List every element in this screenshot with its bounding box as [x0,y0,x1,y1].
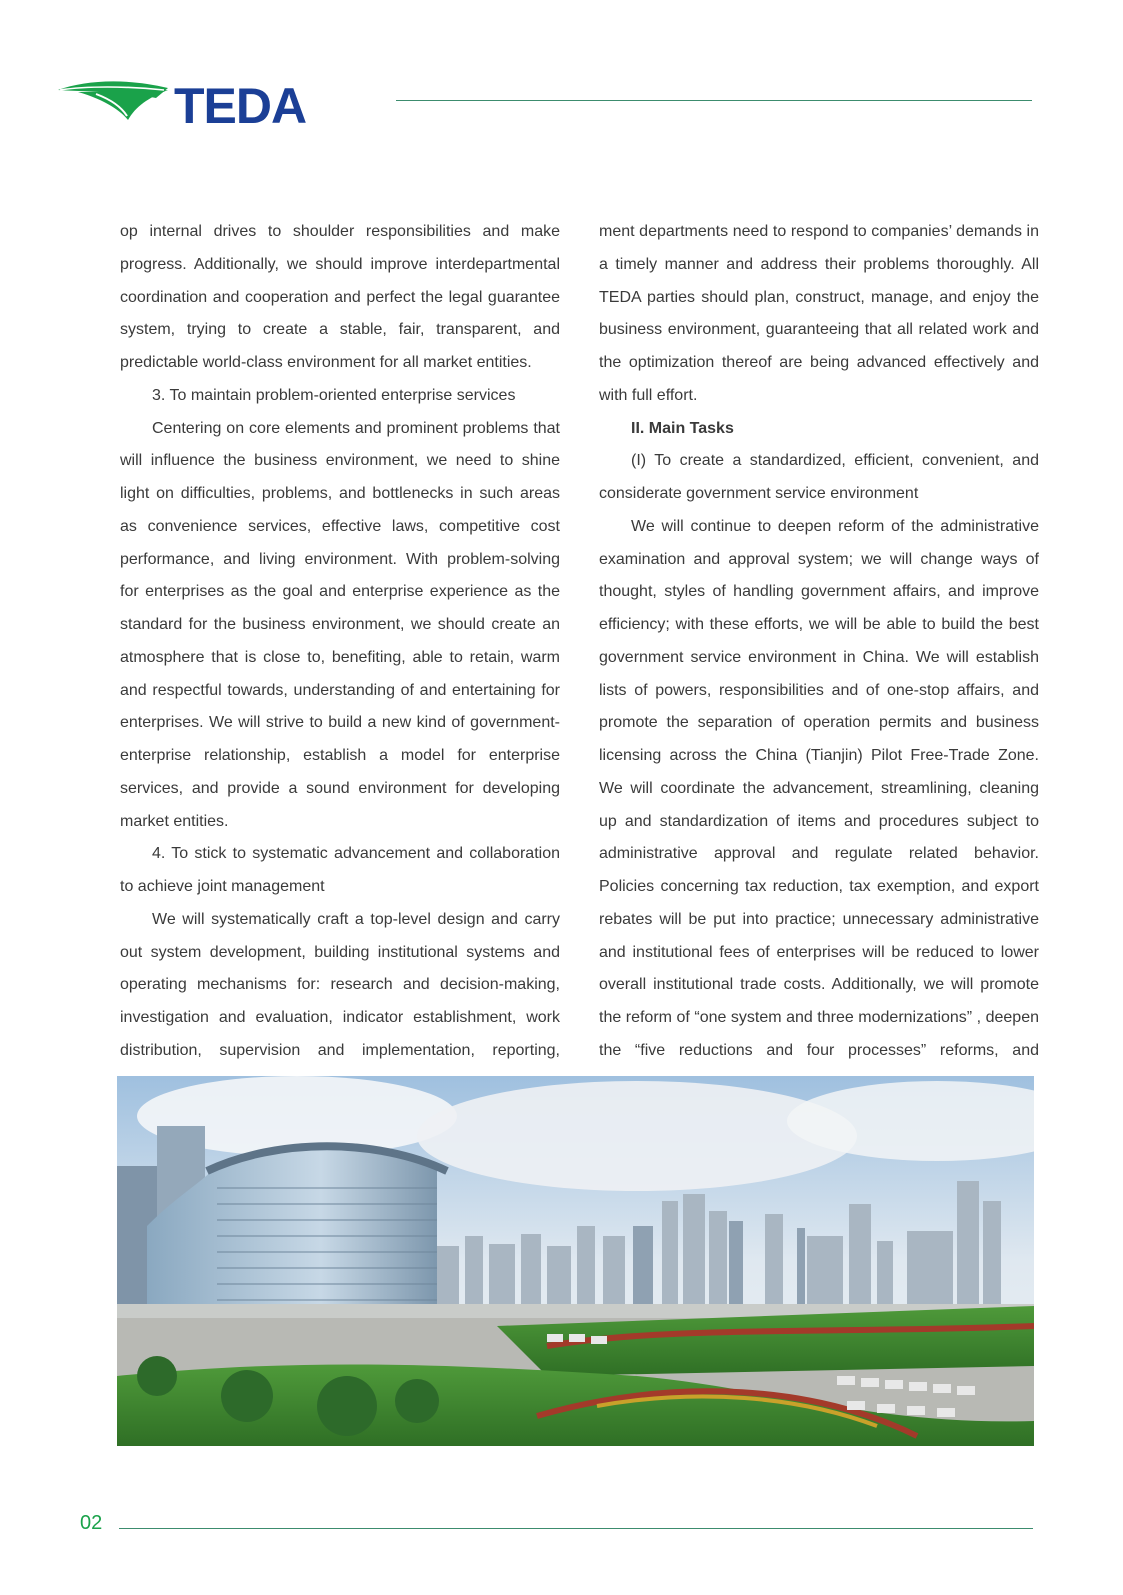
body-paragraph: op internal drives to shoulder responsibilities and make progress. Additionally, we should improve interdepartmental coordination and cooperation and perfect the legal guarantee system, trying to create a stable, fair, transparent, and predictable world-class environment for all market entities. [120,223,560,371]
body-paragraph: Centering on core elements and prominent problems that will influence the business environment, we need to shine light on difficulties, problems, and bottlenecks in such areas as convenience services, effective laws, competitive cost performance, and living environment. With problem-solving for enterprises as the goal and enterprise experience as the standard for the business environment, we should create an atmosphere that is close to, benefiting, able to retain, warm and respectful towards, understanding of and entertaining for enterprises. We will strive to build a new kind of government-enterprise relationship, establish a model for enterprise services, and provide a sound environment for developing market entities. [120,419,560,830]
body-paragraph: We will continue to deepen reform of the administrative examination and approval system; we will change ways of thought, styles of handling government affairs, and improve efficiency; with these efforts, we will be able to build the best government service environment in China. We will establish lists of powers, responsibilities and of one-stop affairs, and promote the separation of operation permits and business licensing across the China (Tianjin) Pilot Free-Trade Zone. We will coordinate the advancement, streamlining, cleaning up and standardization of items and procedures subject to administrative approval and regulate related behavior. Policies concerning tax reduction, tax exemption, and export rebates will be put into practice; unnecessary administrative and institutional fees of enterprises will be reduced to lower overall institutional trade costs. Additionally, we will promote the reform of “one system and three modernizations” , deepen the “five reductions and four processes” reforms, and [599,517,1039,1059]
body-paragraph: We will systematically craft a top-level design and carry out system development, building institutional systems and operating mechanisms for: research and decision-making, investigation and evaluation, indicator establishment, work distribution, supervision and implementation, reporting, [120,910,560,1059]
teda-logo [56,76,366,128]
cityscape-photo [117,1076,1034,1446]
body-paragraph: ment departments need to respond to companies’ demands in a timely manner and address their problems thoroughly. All TEDA parties should plan, construct, manage, and enjoy the business environment, guaranteeing that all related work and the optimization thereof are being advanced effectively and with full effort. [599,223,1039,404]
section-subheading: 4. To stick to systematic advancement and collaboration to achieve joint management [120,845,560,895]
logo-text: TEDA [174,78,307,128]
footer-divider [119,1528,1033,1529]
section-subheading: 3. To maintain problem-oriented enterprise services [152,386,516,404]
right-column [599,216,1039,1100]
leaf-arrow-logo-icon [56,76,366,128]
section-heading: II. Main Tasks [631,419,734,437]
header-divider [396,100,1032,101]
left-column [120,216,560,1133]
section-subheading: (I) To create a standardized, efficient, convenient, and considerate government service environment [599,452,1039,502]
page-number: 02 [80,1512,103,1534]
